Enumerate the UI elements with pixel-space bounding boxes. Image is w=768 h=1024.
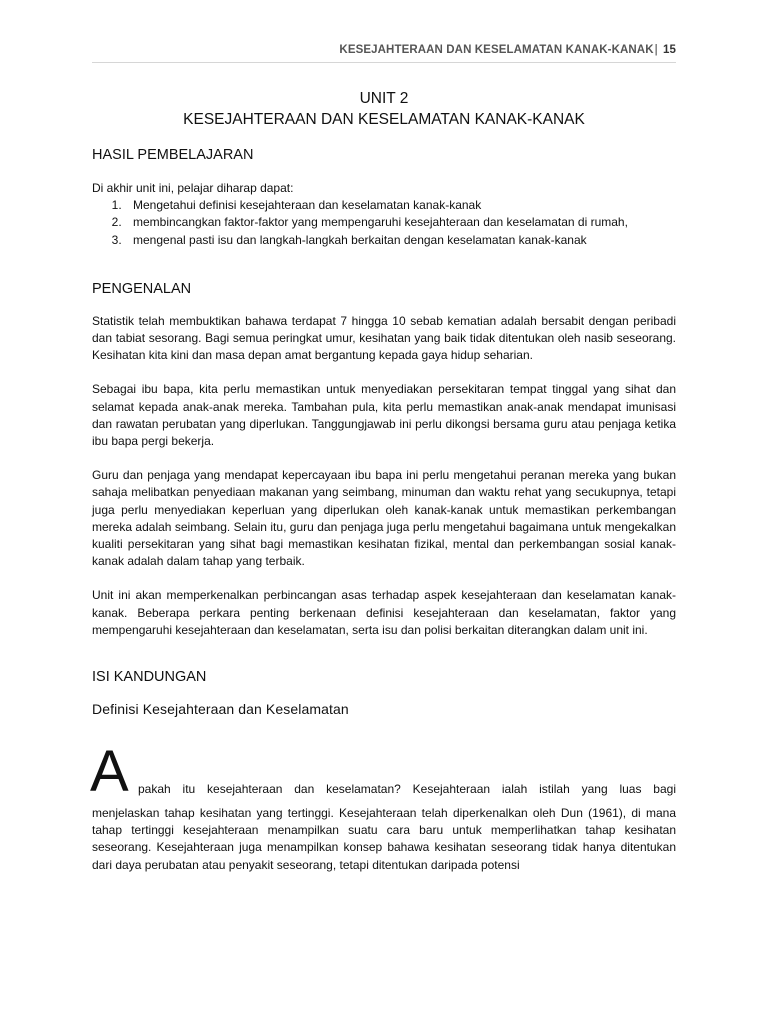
dropcap-first-line [138, 781, 676, 798]
running-header [339, 44, 676, 56]
intro-paragraph: Sebagai ibu bapa, kita perlu memastikan untuk menyediakan persekitaran tempat tinggal yang sihat dan selamat kepada anak-anak mereka. Tambahan pula, kita perlu memastikan anak-anak mendapat imunisasi dan rawatan perubatan yang diperlukan. Tanggungjawab ini perlu dikongsi bersama guru atau penjaga ketika ibu bapa pergi bekerja. [92, 382, 676, 449]
introduction-heading: PENGENALAN [92, 280, 192, 297]
definition-paragraph [90, 739, 676, 874]
list-item: 3. mengenal pasti isu dan langkah-langkah berkaitan dengan keselamatan kanak-kanak [125, 232, 676, 249]
dropcap-letter: A [90, 739, 129, 805]
header-rule [92, 62, 676, 63]
contents-heading: ISI KANDUNGAN [92, 669, 207, 686]
learning-outcomes-intro: Di akhir unit ini, pelajar diharap dapat: [92, 181, 294, 195]
unit-title: KESEJAHTERAAN DAN KESELAMATAN KANAK-KANAK [183, 111, 585, 128]
unit-label: UNIT 2 [359, 90, 409, 107]
definition-body: menjelaskan tahap kesihatan yang tertinggi. Kesejahteraan telah diperkenalkan oleh Dun (1961), di mana tahap tertinggi kesejahteraan menampilkan suatu cara baru untuk memperlihatkan tahap kesihatan seseorang. Kesejahteraan juga menampilkan konsep bahawa kesihatan seseorang tidak hanya ditentukan dari daya perubatan atau penyakit seseorang, tetapi ditentukan daripada potensi [92, 806, 676, 872]
learning-outcomes-list [92, 197, 676, 249]
list-item: 2. membincangkan faktor-faktor yang mempengaruhi kesejahteraan dan keselamatan di rumah, [125, 214, 676, 231]
intro-paragraph: Statistik telah membuktikan bahawa terdapat 7 hingga 10 sebab kematian adalah bersabit dengan peribadi dan tabiat sesorang. Bagi semua peringkat umur, kesihatan yang baik tidak ditentukan oleh nasib seseorang. Kesihatan kita kini dan masa depan amat bergantung kepada gaya hidup seharian. [92, 313, 676, 363]
running-header-title: KESEJAHTERAAN DAN KESELAMATAN KANAK-KANAK [339, 44, 654, 56]
running-header-separator: | [654, 44, 658, 56]
dropcap-line [90, 739, 676, 805]
page-number: 15 [663, 44, 676, 56]
intro-paragraph: Guru dan penjaga yang mendapat kepercayaan ibu bapa ini perlu mengetahui peranan mereka yang bukan sahaja melibatkan penyediaan makanan yang seimbang, minuman dan waktu rehat yang secukupnya, tetapi juga perlu menyediakan keperluan yang diperlukan oleh kanak-kanak untuk memastikan perkembangan mereka adalah seimbang. Selain itu, guru dan penjaga juga perlu mengetahui bagaimana untuk mengekalkan kualiti persekitaran yang sihat bagi memastikan kesihatan fizikal, mental dan perkembangan sosial kanak-kanak adalah dalam tahap yang terbaik. [92, 468, 676, 569]
contents-subheading: Definisi Kesejahteraan dan Keselamatan [92, 701, 349, 718]
first-line-text: pakah itu kesejahteraan dan keselamatan? Kesejahteraan ialah istilah yang luas bagi [138, 782, 676, 797]
learning-outcomes-heading: HASIL PEMBELAJARAN [92, 147, 254, 163]
list-item: 1. Mengetahui definisi kesejahteraan dan keselamatan kanak-kanak [125, 197, 676, 214]
page-content [92, 88, 676, 874]
intro-paragraph: Unit ini akan memperkenalkan perbincangan asas terhadap aspek kesejahteraan dan keselamatan kanak-kanak. Beberapa perkara penting berkenaan definisi kesejahteraan dan keselamatan, faktor yang mempengaruhi kesejahteraan dan keselamatan, serta isu dan polisi berkaitan diterangkan dalam unit ini. [92, 588, 676, 637]
